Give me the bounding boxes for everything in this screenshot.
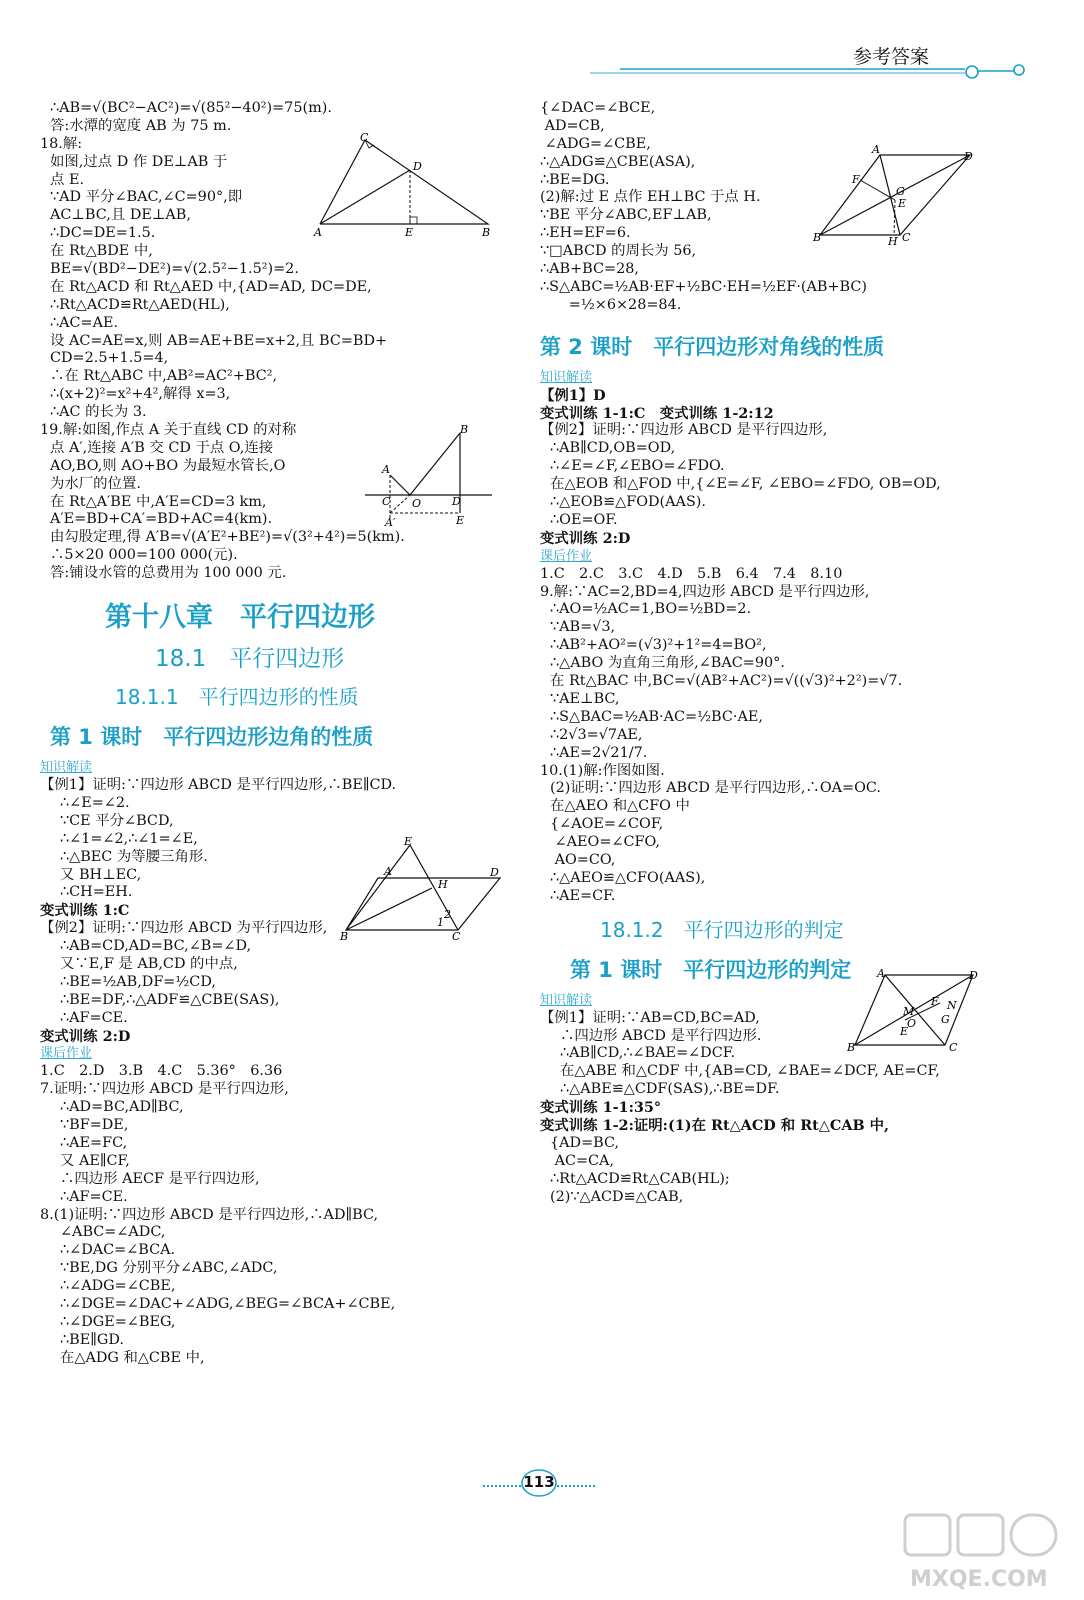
text-line: {∠DAC=∠BCE,: [540, 100, 656, 116]
svg-text:C: C: [452, 930, 461, 943]
text-line: 在 Rt△BDE 中,: [50, 243, 153, 260]
text-line: {∠AOE=∠COF,: [550, 816, 664, 833]
text-line: ∴四边形 AECF 是平行四边形,: [60, 1170, 260, 1187]
text-line: (2)解:过 E 点作 EH⊥BC 于点 H.: [540, 189, 761, 206]
figure-r-q8: [810, 143, 980, 248]
text-line: ∠ADG=∠CBE,: [540, 135, 651, 152]
right-examples: [540, 387, 1050, 548]
text-line: BE=√(BD²−DE²)=√(2.5²−1.5²)=2.: [50, 261, 299, 278]
text-line: (2)证明:∵四边形 ABCD 是平行四边形,∴OA=OC.: [550, 780, 881, 797]
lesson-3-title: 第 1 课时 平行四边形的判定: [570, 957, 852, 982]
text-line: ∴AC=AE.: [50, 314, 119, 331]
svg-text:A: A: [382, 463, 390, 476]
svg-text:O: O: [907, 1017, 917, 1030]
right-homework: [540, 566, 1050, 906]
text-line: 点 A′,连接 A′B 交 CD 于点 O,连接: [50, 439, 274, 456]
text-line: 又∵E,F 是 AB,CD 的中点,: [60, 955, 238, 972]
text-line: ∵AD 平分∠BAC,∠C=90°,即: [50, 189, 243, 206]
text-line: 在△EOB 和△FOD 中,{∠E=∠F, ∠EBO=∠FDO, OB=OD,: [550, 476, 941, 493]
figure-q18: [310, 132, 500, 237]
svg-text:B: B: [847, 1041, 856, 1054]
figure-r-q10: [845, 965, 980, 1055]
text-line: ∴∠DAC=∠BCA.: [60, 1242, 176, 1259]
text-line: ∵□ABCD 的周长为 56,: [540, 243, 697, 260]
svg-text:E: E: [456, 514, 465, 527]
text-line: ∴5×20 000=100 000(元).: [50, 547, 238, 564]
text-line: AC⊥BC,且 DE⊥AB,: [50, 207, 191, 224]
svg-text:H: H: [438, 878, 448, 891]
text-line: 8.(1)证明:∵四边形 ABCD 是平行四边形,∴AD∥BC,: [40, 1206, 379, 1223]
text-line: 1.C 2.C 3.C 4.D 5.B 6.4 7.4 8.10: [540, 565, 843, 582]
text-line: 点 E.: [50, 171, 85, 188]
subsection-title: 18.1.1 平行四边形的性质: [115, 685, 359, 710]
text-line: ∴AB∥CD,OB=OD,: [550, 440, 676, 457]
text-line: ∴∠ADG=∠CBE,: [60, 1278, 176, 1295]
tag-knowledge-3: 知识解读: [540, 992, 593, 1008]
text-line: ∵BF=DE,: [60, 1117, 129, 1134]
text-line: 在 Rt△BAC 中,BC=√(AB²+AC²)=√((√3)²+2²)=√7.: [550, 673, 903, 690]
text-line: 【例1】证明:∵AB=CD,BC=AD,: [540, 1009, 760, 1026]
text-line: 为水厂的位置.: [50, 475, 141, 492]
page-number: [483, 1468, 595, 1498]
page-header: [0, 0, 1084, 80]
text-line: ∴DC=DE=1.5.: [50, 225, 156, 242]
text-line: {AD=BC,: [550, 1134, 620, 1151]
text-line: ∴∠DGE=∠BEG,: [60, 1313, 176, 1330]
text-line: ∴AF=CE.: [60, 1188, 128, 1205]
svg-text:1: 1: [437, 916, 444, 929]
text-line: ∴AB∥CD,∴∠BAE=∠DCF.: [560, 1045, 736, 1062]
svg-text:C: C: [902, 231, 911, 244]
text-line: ∴∠DGE=∠DAC+∠ADG,∠BEG=∠BCA+∠CBE,: [60, 1295, 396, 1312]
tag-homework-2: 课后作业: [540, 548, 593, 564]
text-line: CD=2.5+1.5=4,: [50, 350, 169, 367]
text-line: ∴在 Rt△ABC 中,AB²=AC²+BC²,: [50, 368, 278, 385]
text-line: AC=CA,: [550, 1152, 615, 1169]
text-line: ∴∠E=∠2.: [60, 794, 130, 811]
svg-text:D: D: [964, 150, 973, 163]
svg-text:F: F: [931, 995, 939, 1008]
svg-text:B: B: [482, 226, 491, 239]
text-line: 答:水潭的宽度 AB 为 75 m.: [50, 117, 232, 134]
lesson-1-title: 第 1 课时 平行四边形边角的性质: [50, 725, 374, 750]
text-line: ∵AE⊥BC,: [550, 690, 620, 707]
text-line: ∴EH=EF=6.: [540, 225, 631, 242]
text-line: 10.(1)解:作图如图.: [540, 762, 665, 779]
svg-text:E: E: [900, 1025, 909, 1038]
text-line: ∴△ABE≌△CDF(SAS),∴BE=DF.: [560, 1081, 780, 1098]
tag-knowledge: 知识解读: [40, 760, 93, 776]
text-line: 变式训练 2:D: [40, 1027, 131, 1045]
svg-text:A′: A′: [385, 516, 396, 529]
text-line: ∴△EOB≌△FOD(AAS).: [550, 494, 706, 511]
svg-text:D: D: [413, 160, 422, 173]
text-line: 【例1】D: [540, 386, 606, 404]
text-line: A′E=BD+CA′=BD+AC=4(km).: [50, 511, 273, 528]
section-title: 18.1 平行四边形: [155, 646, 345, 673]
text-line: ∴AB=CD,AD=BC,∠B=∠D,: [60, 938, 252, 955]
text-line: ∴∠E=∠F,∠EBO=∠FDO.: [550, 458, 725, 475]
text-line: ∴CH=EH.: [60, 884, 133, 901]
text-line: ∴AO=½AC=1,BO=½BD=2.: [550, 601, 752, 618]
svg-text:E: E: [404, 835, 413, 848]
text-line: AD=CB,: [540, 117, 605, 134]
text-line: ∠AEO=∠CFO,: [550, 834, 660, 851]
text-line: 在△ADG 和△CBE 中,: [60, 1349, 205, 1366]
text-line: ∴AE=FC,: [60, 1134, 128, 1151]
svg-text:A: A: [314, 226, 322, 239]
svg-text:A: A: [877, 967, 885, 980]
svg-text:O: O: [412, 497, 422, 510]
text-line: 变式训练 1-1:35°: [540, 1099, 662, 1117]
left-column: [40, 100, 520, 1368]
header-title: 参考答案: [853, 46, 930, 68]
text-line: 答:铺设水管的总费用为 100 000 元.: [50, 565, 287, 582]
svg-text:G: G: [941, 1013, 950, 1026]
text-line: ∴△BEC 为等腰三角形.: [60, 848, 208, 865]
text-line: ∴BE=DG.: [540, 171, 610, 188]
text-line: AO=CO,: [550, 851, 616, 868]
text-line: 变式训练 2:D: [540, 529, 631, 547]
text-line: 变式训练 1:C: [40, 902, 130, 920]
text-line: ∴AD=BC,AD∥BC,: [60, 1099, 184, 1116]
tag-knowledge-2: 知识解读: [540, 369, 593, 385]
text-line: ∴S△ABC=½AB·EF+½BC·EH=½EF·(AB+BC): [540, 278, 868, 295]
text-line: ∴△ABO 为直角三角形,∠BAC=90°.: [550, 655, 785, 672]
page-number-text: 113: [523, 1473, 555, 1491]
watermark-logo: [900, 1510, 1070, 1595]
text-line: 又 BH⊥EC,: [60, 866, 142, 883]
lesson-2-title: 第 2 课时 平行四边形对角线的性质: [540, 334, 885, 359]
text-line: 【例2】证明:∵四边形 ABCD 为平行四边形,: [40, 920, 328, 937]
text-line: ∴AB=√(BC²−AC²)=√(85²−40²)=75(m).: [50, 100, 332, 116]
text-line: ∴AE=2√21/7.: [550, 744, 648, 761]
text-line: (2)∵△ACD≌△CAB,: [550, 1188, 684, 1205]
text-line: 【例2】证明:∵四边形 ABCD 是平行四边形,: [540, 422, 828, 439]
text-line: 在△AEO 和△CFO 中: [550, 798, 690, 815]
text-line: ∴BE∥GD.: [60, 1331, 124, 1348]
svg-text:E: E: [898, 197, 907, 210]
text-line: ∴BE=DF,∴△ADF≌△CBE(SAS),: [60, 991, 280, 1008]
svg-text:MXQE.COM: MXQE.COM: [910, 1567, 1048, 1592]
svg-text:D: D: [452, 495, 461, 508]
text-line: 18.解:: [40, 135, 83, 152]
svg-text:B: B: [813, 231, 822, 244]
text-line: ∵BE,DG 分别平分∠ABC,∠ADC,: [60, 1260, 278, 1277]
text-line: ∴Rt△ACD≌Rt△CAB(HL);: [550, 1170, 730, 1187]
figure-example-1: [340, 835, 505, 943]
svg-text:M: M: [903, 1005, 915, 1018]
text-line: ∴AB²+AO²=(√3)²+1²=4=BO²,: [550, 637, 767, 654]
text-line: ∴△AEO≌△CFO(AAS),: [550, 869, 706, 886]
text-line: ∵CE 平分∠BCD,: [60, 812, 174, 829]
svg-text:C: C: [382, 495, 391, 508]
header-rule: [0, 0, 1084, 80]
text-line: 又 AE∥CF,: [60, 1152, 130, 1169]
text-line: ∠ABC=∠ADC,: [60, 1224, 166, 1241]
svg-text:D: D: [969, 969, 978, 982]
text-line: 19.解:如图,作点 A 关于直线 CD 的对称: [40, 422, 297, 439]
svg-text:B: B: [340, 930, 349, 943]
text-line: ∴Rt△ACD≌Rt△AED(HL),: [50, 296, 230, 313]
text-line: 7.证明:∵四边形 ABCD 是平行四边形,: [40, 1081, 289, 1098]
svg-text:C: C: [949, 1041, 958, 1054]
text-line: =½×6×28=84.: [540, 296, 682, 313]
text-line: ∵AB=√3,: [550, 619, 616, 636]
chapter-title: 第十八章 平行四边形: [105, 602, 375, 634]
text-line: 设 AC=AE=x,则 AB=AE+BE=x+2,且 BC=BD+: [50, 332, 388, 349]
text-line: 如图,过点 D 作 DE⊥AB 于: [50, 153, 228, 170]
tag-homework: 课后作业: [40, 1046, 93, 1062]
text-line: ∴S△BAC=½AB·AC=½BC·AE,: [550, 708, 763, 725]
svg-text:F: F: [852, 173, 860, 186]
text-line: ∴(x+2)²=x²+4²,解得 x=3,: [50, 386, 231, 403]
text-line: ∵BE 平分∠ABC,EF⊥AB,: [540, 207, 712, 224]
svg-text:E: E: [405, 226, 414, 239]
text-line: 在 Rt△ACD 和 Rt△AED 中,{AD=AD, DC=DE,: [50, 278, 372, 295]
svg-text:D: D: [490, 866, 499, 879]
text-line: 【例1】证明:∵四边形 ABCD 是平行四边形,∴BE∥CD.: [40, 777, 397, 794]
text-line: ∴AF=CE.: [60, 1009, 128, 1026]
text-line: 在△ABE 和△CDF 中,{AB=CD, ∠BAE=∠DCF, AE=CF,: [560, 1063, 940, 1080]
subsection-2-title: 18.1.2 平行四边形的判定: [600, 917, 844, 942]
text-line: ∴OE=OF.: [550, 511, 618, 528]
text-line: ∴△ADG≌△CBE(ASA),: [540, 153, 696, 170]
text-line: 变式训练 1-1:C 变式训练 1-2:12: [540, 404, 774, 422]
svg-text:2: 2: [444, 908, 451, 921]
text-line: ∴四边形 ABCD 是平行四边形.: [560, 1027, 762, 1044]
svg-text:H: H: [888, 235, 898, 248]
text-line: ∴AC 的长为 3.: [50, 404, 147, 421]
svg-text:A: A: [872, 143, 880, 156]
text-line: 变式训练 1-2:证明:(1)在 Rt△ACD 和 Rt△CAB 中,: [540, 1116, 890, 1134]
svg-text:A: A: [384, 865, 392, 878]
text-line: 由勾股定理,得 A′B=√(A′E²+BE²)=√(3²+4²)=5(km).: [50, 529, 405, 546]
text-line: 在 Rt△A′BE 中,A′E=CD=3 km,: [50, 493, 267, 510]
text-line: ∴BE=½AB,DF=½CD,: [60, 973, 216, 990]
svg-text:N: N: [947, 999, 957, 1012]
text-line: ∴AB+BC=28,: [540, 261, 639, 278]
figure-q19: [360, 425, 500, 530]
text-line: ∴∠1=∠2,∴∠1=∠E,: [60, 830, 198, 847]
text-line: ∴AE=CF.: [550, 887, 616, 904]
svg-text:B: B: [460, 423, 469, 436]
svg-text:G: G: [896, 185, 905, 198]
text-line: AO,BO,则 AO+BO 为最短水管长,O: [50, 457, 286, 474]
text-line: 9.解:∵AC=2,BD=4,四边形 ABCD 是平行四边形,: [540, 583, 870, 600]
text-line: 1.C 2.D 3.B 4.C 5.36° 6.36: [40, 1063, 283, 1080]
left-homework: [40, 1063, 520, 1367]
text-line: ∴2√3=√7AE,: [550, 726, 643, 743]
svg-text:C: C: [360, 131, 369, 144]
